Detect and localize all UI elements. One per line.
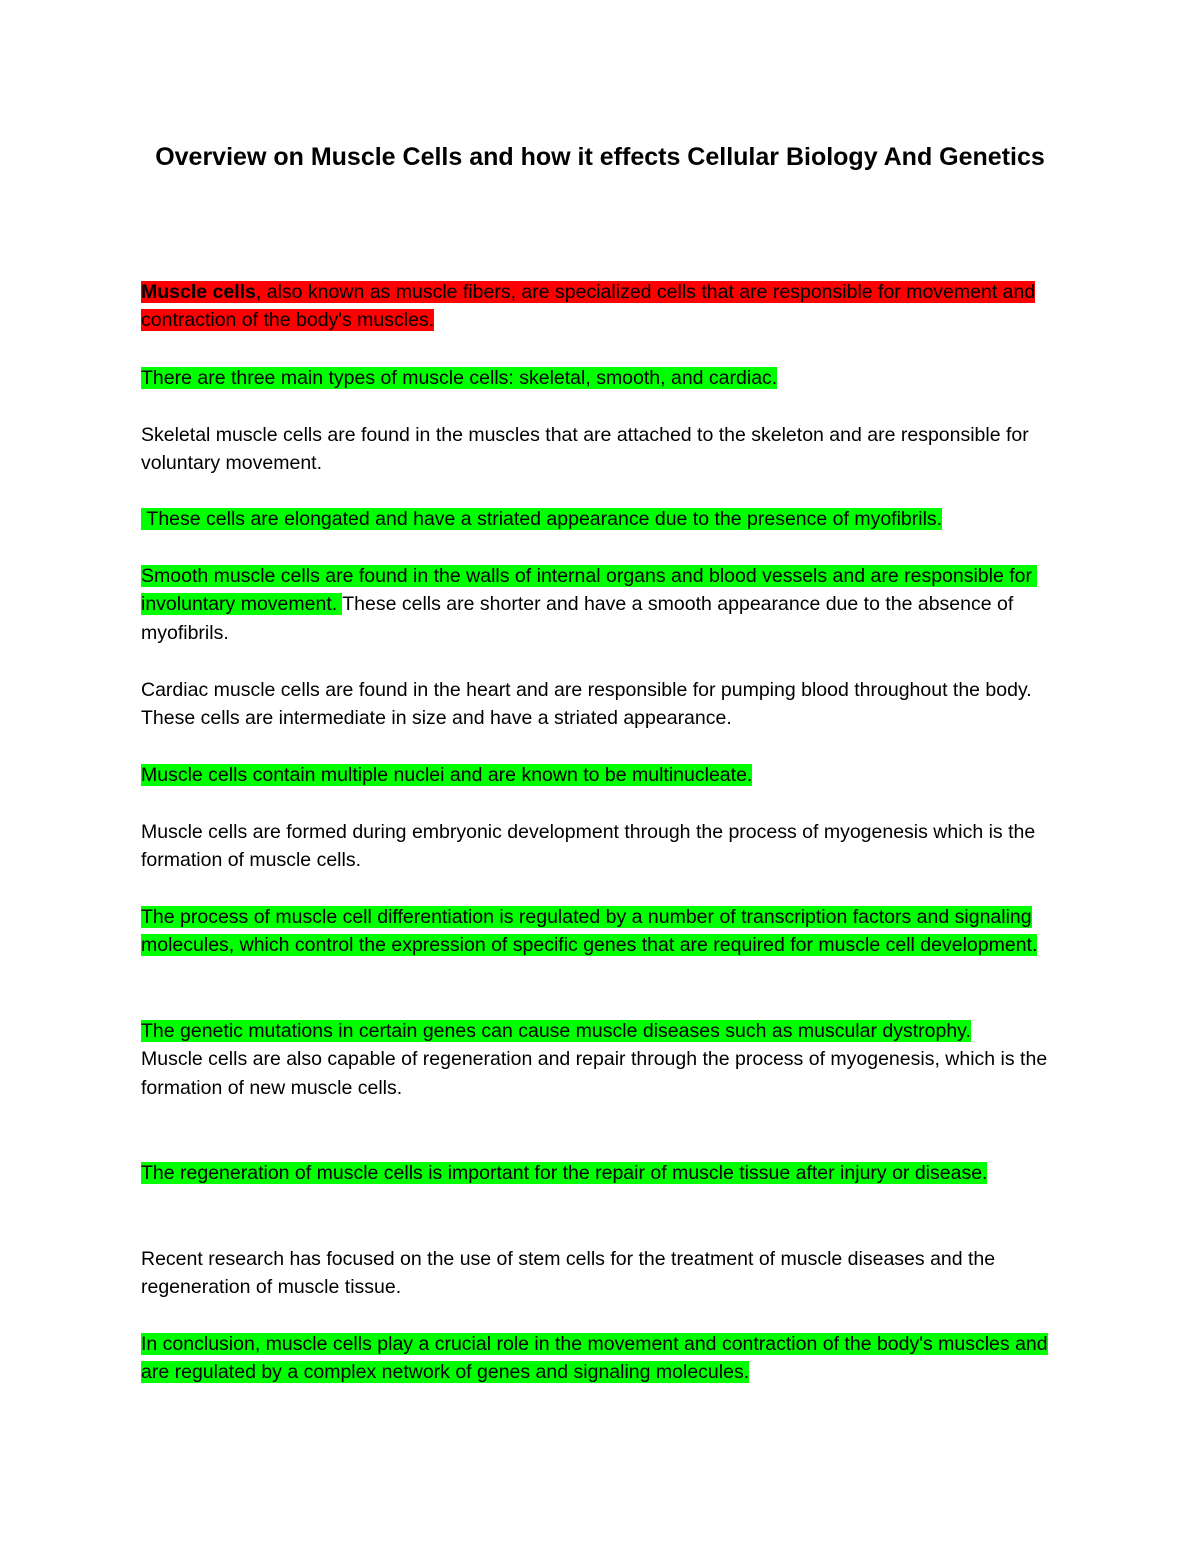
paragraph-skeletal: Skeletal muscle cells are found in the muscles that are attached to the skeleton and are responsible for voluntary movement. (141, 424, 1029, 475)
paragraph-muscle-cells-definition (141, 278, 1066, 335)
paragraph-stem-cells: Recent research has focused on the use of stem cells for the treatment of muscle diseases and the regeneration of muscle tissue. (141, 1248, 996, 1299)
bold-term: Muscle cells (141, 281, 256, 303)
paragraph-elongated (141, 505, 1066, 533)
document-title: Overview on Muscle Cells and how it effects Cellular Biology And Genetics (155, 143, 1045, 171)
paragraph-smooth: Smooth muscle cells are found in the walls of internal organs and blood vessels and are responsible for involuntary movement. These cells are shorter and have a smooth appearance due to the absence of myofibrils. (141, 565, 1038, 644)
paragraph-mutations: The genetic mutations in certain genes can cause muscle diseases such as muscular dystrophy. Muscle cells are also capable of regeneration and repair through the process of myogenesis, which is the formation of new muscle cells. (141, 1020, 1048, 1099)
paragraph-differentiation (141, 903, 1066, 960)
green-highlight: The process of muscle cell differentiation is regulated by a number of transcription factors and signaling molecules, which control the expression of specific genes that are required for muscle cell development. (141, 906, 1038, 957)
paragraph-conclusion (141, 1330, 1066, 1387)
paragraph-types (141, 364, 1066, 392)
red-highlight: Muscle cells, also known as muscle fibers, are specialized cells that are responsible for movement and contraction of the body's muscles. (141, 281, 1036, 332)
paragraph-embryonic: Muscle cells are formed during embryonic development through the process of myogenesis which is the formation of muscle cells. (141, 821, 1036, 872)
paragraph-multinucleate (141, 761, 1066, 789)
green-highlight: The genetic mutations in certain genes can cause muscle diseases such as muscular dystrophy. (141, 1020, 971, 1042)
green-highlight: These cells are elongated and have a striated appearance due to the presence of myofibrils. (141, 508, 943, 530)
green-highlight: In conclusion, muscle cells play a crucial role in the movement and contraction of the body's muscles and are regulated by a complex network of genes and signaling molecules. (141, 1333, 1048, 1384)
green-highlight: There are three main types of muscle cells: skeletal, smooth, and cardiac. (141, 367, 778, 389)
paragraph-cardiac: Cardiac muscle cells are found in the heart and are responsible for pumping blood throughout the body. These cells are intermediate in size and have a striated appearance. (141, 679, 1032, 730)
green-highlight: Smooth muscle cells are found in the walls of internal organs and blood vessels and are responsible for involuntary movement. (141, 565, 1038, 616)
green-highlight: The regeneration of muscle cells is important for the repair of muscle tissue after injury or disease. (141, 1162, 988, 1184)
green-highlight: Muscle cells contain multiple nuclei and are known to be multinucleate. (141, 764, 753, 786)
paragraph-regeneration (141, 1159, 1066, 1187)
